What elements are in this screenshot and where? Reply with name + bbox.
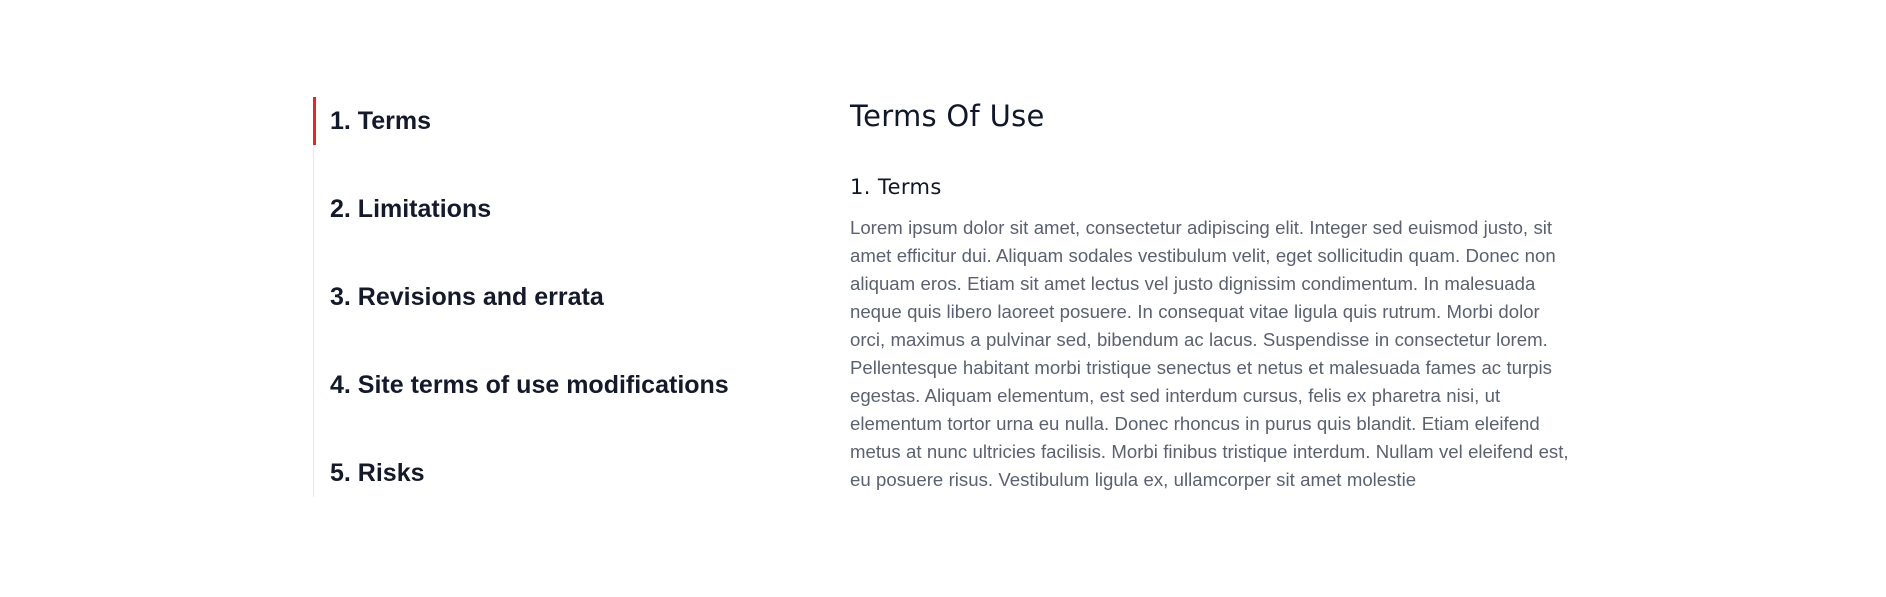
toc-item-revisions-and-errata[interactable]: 3. Revisions and errata — [330, 282, 604, 311]
terms-content — [850, 96, 1570, 494]
section-body: Lorem ipsum dolor sit amet, consectetur adipiscing elit. Integer sed euismod justo, sit amet efficitur dui. Aliquam sodales vestibulum velit, eget sollicitudin quam. Donec non aliquam eros. Etiam sit amet lectus vel justo dignissim condimentum. In malesuada neque quis libero laoreet posuere. In consequat vitae ligula quis rutrum. Morbi dolor orci, maximus a pulvinar sed, bibendum ac lacus. Suspendisse in consectetur lorem. Pellentesque habitant morbi tristique senectus et netus et malesuada fames ac turpis egestas. Aliquam elementum, est sed interdum cursus, felis ex pharetra nisi, ut elementum tortor urna eu nulla. Donec rhoncus in purus quis blandit. Etiam eleifend metus at nunc ultricies facilisis. Morbi finibus tristique interdum. Nullam vel eleifend est, eu posuere risus. Vestibulum ligula ex, ullamcorper sit amet molestie — [850, 217, 1569, 490]
page-title: Terms Of Use — [850, 99, 1045, 133]
toc-item-risks[interactable]: 5. Risks — [330, 458, 425, 487]
toc-item-limitations[interactable]: 2. Limitations — [330, 194, 492, 223]
section-heading: 1. Terms — [850, 175, 942, 199]
table-of-contents — [313, 97, 814, 497]
toc-item-terms[interactable]: 1. Terms — [314, 97, 794, 145]
toc-item-site-terms-modifications[interactable]: 4. Site terms of use modifications — [330, 370, 729, 399]
